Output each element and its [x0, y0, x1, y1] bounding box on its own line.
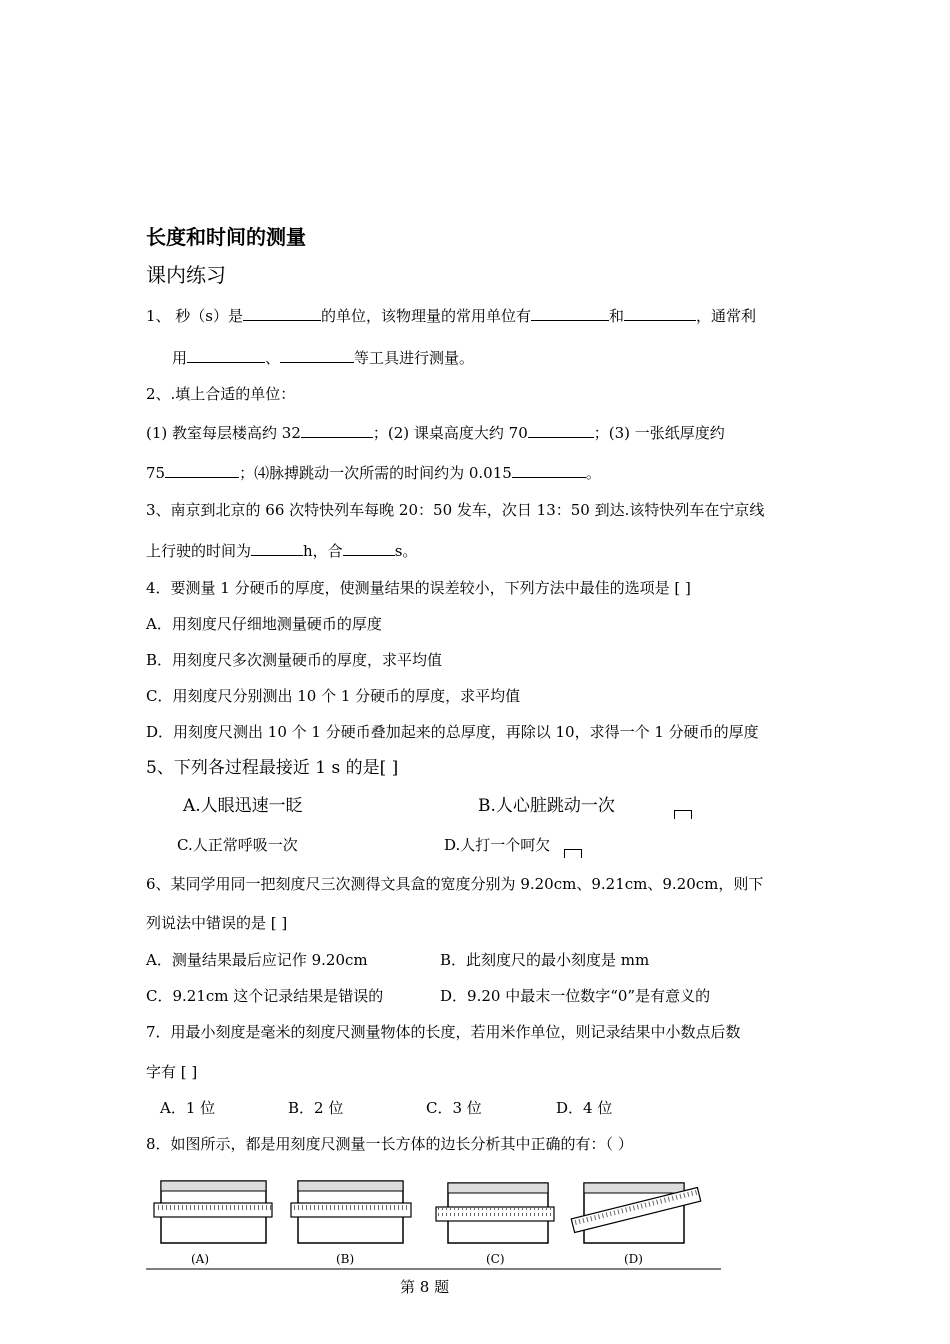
- question-6-option-b: B．此刻度尺的最小刻度是 mm: [440, 951, 650, 969]
- q2-text-d: 75: [146, 464, 166, 482]
- q2-text-a: (1) 教室每层楼高约 32: [146, 424, 301, 442]
- bracket-mark: [674, 803, 692, 823]
- answer-blank[interactable]: [251, 540, 303, 556]
- question-7-line-1: 7．用最小刻度是毫米的刻度尺测量物体的长度，若用米作单位，则记录结果中小数点后数: [146, 1023, 741, 1041]
- question-5-option-d: D.人打一个呵欠: [444, 836, 551, 854]
- q3-text-c: h，合: [303, 542, 343, 560]
- answer-blank[interactable]: [243, 305, 321, 321]
- page-title: 长度和时间的测量: [146, 225, 306, 249]
- q3-text-b: 上行驶的时间为: [146, 542, 252, 560]
- q1-text-e: 用: [172, 349, 188, 367]
- q1-text-d: ，通常利: [696, 307, 757, 325]
- question-5-option-c: C.人正常呼吸一次: [177, 836, 298, 854]
- answer-blank[interactable]: [531, 305, 609, 321]
- question-4-option-a: A．用刻度尺仔细地测量硬币的厚度: [146, 615, 382, 633]
- section-heading: 课内练习: [146, 263, 226, 287]
- q1-text-f: 、: [265, 349, 281, 367]
- question-4-option-c: C．用刻度尺分别测出 10 个 1 分硬币的厚度，求平均值: [146, 687, 521, 705]
- q1-text-c: 和: [609, 307, 625, 325]
- q2-text-f: 。: [585, 464, 601, 482]
- question-4-option-d: D．用刻度尺测出 10 个 1 分硬币叠加起来的总厚度，再除以 10，求得一个 1 分硬币的厚度: [146, 723, 759, 741]
- q1-text-b: 的单位，该物理量的常用单位有: [321, 307, 532, 325]
- bracket-mark: [564, 842, 582, 862]
- question-7-option-a: A．1 位: [160, 1099, 216, 1117]
- question-6-option-c: C．9.21cm 这个记录结果是错误的: [146, 987, 384, 1005]
- question-5-option-a: A.人眼迅速一眨: [183, 796, 303, 816]
- answer-blank[interactable]: [187, 347, 265, 363]
- question-4-option-b: B．用刻度尺多次测量硬币的厚度，求平均值: [146, 651, 443, 669]
- question-2-line-1: [146, 422, 725, 443]
- question-6-option-a: A．测量结果最后应记作 9.20cm: [146, 951, 368, 969]
- question-2-line-2: [146, 462, 601, 483]
- question-3-line-1: 3、南京到北京的 66 次特快列车每晚 20：50 发车，次日 13：50 到达.该特快列车在宁京线: [146, 501, 765, 519]
- question-6-option-d: D．9.20 中最末一位数字“0”是有意义的: [440, 987, 711, 1005]
- question-2-heading: 2、.填上合适的单位：: [146, 385, 296, 403]
- q1-text-a: 1、 秒（s）是: [146, 307, 244, 325]
- q2-text-b: ；(2) 课桌高度大约 70: [372, 424, 528, 442]
- answer-blank[interactable]: [624, 305, 696, 321]
- figure-label-a: (A): [191, 1252, 210, 1266]
- question-5-option-b: B.人心脏跳动一次: [478, 796, 615, 816]
- question-7-option-d: D．4 位: [556, 1099, 613, 1117]
- figure-d-block-and-ruler: [571, 1183, 701, 1243]
- figure-label-d: (D): [624, 1252, 643, 1266]
- q2-text-e: ；⑷脉搏跳动一次所需的时间约为 0.015: [239, 464, 512, 482]
- question-5-stem: 5、下列各过程最接近 1 s 的是[ ]: [146, 758, 399, 778]
- q1-text-g: 等工具进行测量。: [354, 349, 475, 367]
- question-7-option-b: B．2 位: [288, 1099, 344, 1117]
- figure-b-block-and-ruler: [291, 1181, 411, 1243]
- question-6-line-2: 列说法中错误的是 [ ]: [146, 914, 288, 932]
- figure-c-block-and-ruler: [436, 1183, 554, 1243]
- question-3-line-2: [146, 540, 417, 561]
- answer-blank[interactable]: [343, 540, 395, 556]
- answer-blank[interactable]: [280, 347, 354, 363]
- answer-blank[interactable]: [528, 422, 594, 438]
- answer-blank[interactable]: [512, 462, 586, 478]
- ruler-measurement-figure: [146, 1165, 721, 1275]
- figure-a-block-and-ruler: [154, 1181, 272, 1243]
- figure-label-b: (B): [336, 1252, 355, 1266]
- question-7-option-c: C．3 位: [426, 1099, 482, 1117]
- question-1-line-1: [146, 305, 756, 326]
- figure-label-c: (C): [486, 1252, 505, 1266]
- figure-caption: 第 8 题: [400, 1278, 450, 1296]
- q2-text-c: ；(3) 一张纸厚度约: [593, 424, 725, 442]
- question-8-stem: 8．如图所示，都是用刻度尺测量一长方体的边长分析其中正确的有：（ ）: [146, 1135, 633, 1153]
- question-4-stem: 4．要测量 1 分硬币的厚度，使测量结果的误差较小，下列方法中最佳的选项是 [ ]: [146, 579, 691, 597]
- answer-blank[interactable]: [301, 422, 373, 438]
- q3-text-d: s。: [394, 542, 418, 560]
- question-7-line-2: 字有 [ ]: [146, 1063, 198, 1081]
- question-6-line-1: 6、某同学用同一把刻度尺三次测得文具盒的宽度分别为 9.20cm、9.21cm、9.20cm，则下: [146, 875, 764, 893]
- answer-blank[interactable]: [165, 462, 239, 478]
- question-1-line-2: [172, 347, 474, 368]
